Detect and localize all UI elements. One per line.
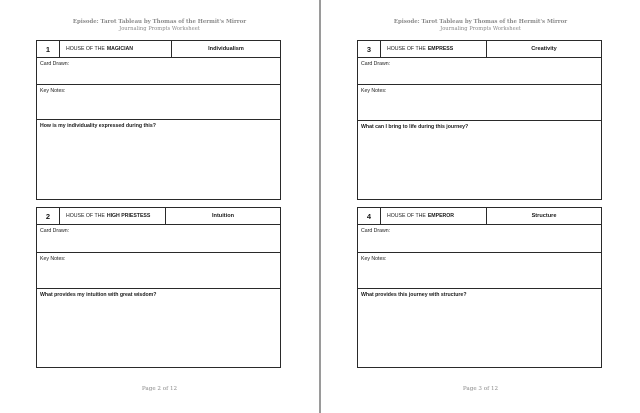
page-header xyxy=(321,19,640,33)
card-drawn-field[interactable] xyxy=(358,225,601,253)
page-2 xyxy=(0,0,319,413)
journal-prompt-field[interactable] xyxy=(358,121,601,199)
prompt-card-4 xyxy=(357,207,602,368)
house-prefix: HOUSE OF THE xyxy=(387,213,426,219)
journal-prompt-question: What provides my intuition with great wisdom? xyxy=(40,292,157,298)
key-notes-label: Key Notes: xyxy=(40,256,66,262)
episode-title: Episode: Tarot Tableau by Thomas of the Hermit's Mirror xyxy=(72,19,247,25)
worksheet-subtitle: Journaling Prompts Worksheet xyxy=(440,26,521,32)
card-drawn-label: Card Drawn: xyxy=(361,228,391,234)
card-drawn-field[interactable] xyxy=(37,58,280,85)
house-name: EMPEROR xyxy=(427,213,455,219)
card-number: 1 xyxy=(37,41,60,57)
page-header xyxy=(0,19,319,33)
journal-prompt-field[interactable] xyxy=(37,289,280,367)
key-notes-field[interactable] xyxy=(358,253,601,289)
page-number: Page 3 of 12 xyxy=(462,386,499,392)
card-theme: Individualism xyxy=(208,46,244,52)
key-notes-label: Key Notes: xyxy=(361,88,387,94)
card-header xyxy=(358,41,601,58)
card-number: 2 xyxy=(37,208,60,224)
episode-title: Episode: Tarot Tableau by Thomas of the Hermit's Mirror xyxy=(393,19,568,25)
card-drawn-label: Card Drawn: xyxy=(40,228,70,234)
house-name: MAGICIAN xyxy=(106,46,134,52)
card-drawn-label: Card Drawn: xyxy=(40,61,70,67)
key-notes-field[interactable] xyxy=(37,85,280,120)
card-header xyxy=(37,41,280,58)
house-prefix: HOUSE OF THE xyxy=(66,46,105,52)
prompt-card-3 xyxy=(357,40,602,200)
card-drawn-label: Card Drawn: xyxy=(361,61,391,67)
page-number: Page 2 of 12 xyxy=(141,386,178,392)
house-name: EMPRESS xyxy=(427,46,454,52)
journal-prompt-question: What can I bring to life during this journey? xyxy=(361,124,469,130)
house-cell xyxy=(381,41,487,57)
prompt-card-1 xyxy=(36,40,281,200)
house-cell xyxy=(381,208,487,224)
card-number: 3 xyxy=(358,41,381,57)
worksheet-subtitle: Journaling Prompts Worksheet xyxy=(119,26,200,32)
key-notes-field[interactable] xyxy=(37,253,280,289)
house-name: HIGH PRIESTESS xyxy=(106,213,151,219)
key-notes-field[interactable] xyxy=(358,85,601,121)
page-3 xyxy=(321,0,640,413)
card-theme: Structure xyxy=(531,213,557,219)
key-notes-label: Key Notes: xyxy=(361,256,387,262)
prompt-card-2 xyxy=(36,207,281,368)
journal-prompt-field[interactable] xyxy=(358,289,601,367)
key-notes-label: Key Notes: xyxy=(40,88,66,94)
house-prefix: HOUSE OF THE xyxy=(66,213,105,219)
house-cell xyxy=(60,208,166,224)
journal-prompt-field[interactable] xyxy=(37,120,280,199)
house-cell xyxy=(60,41,172,57)
card-number: 4 xyxy=(358,208,381,224)
card-drawn-field[interactable] xyxy=(358,58,601,85)
card-header xyxy=(358,208,601,225)
card-drawn-field[interactable] xyxy=(37,225,280,253)
journal-prompt-question: What provides this journey with structure? xyxy=(361,292,467,298)
card-theme: Intuition xyxy=(211,213,235,219)
house-prefix: HOUSE OF THE xyxy=(387,46,426,52)
card-header xyxy=(37,208,280,225)
card-theme: Creativity xyxy=(531,46,557,52)
journal-prompt-question: How is my individuality expressed during this? xyxy=(40,123,156,129)
